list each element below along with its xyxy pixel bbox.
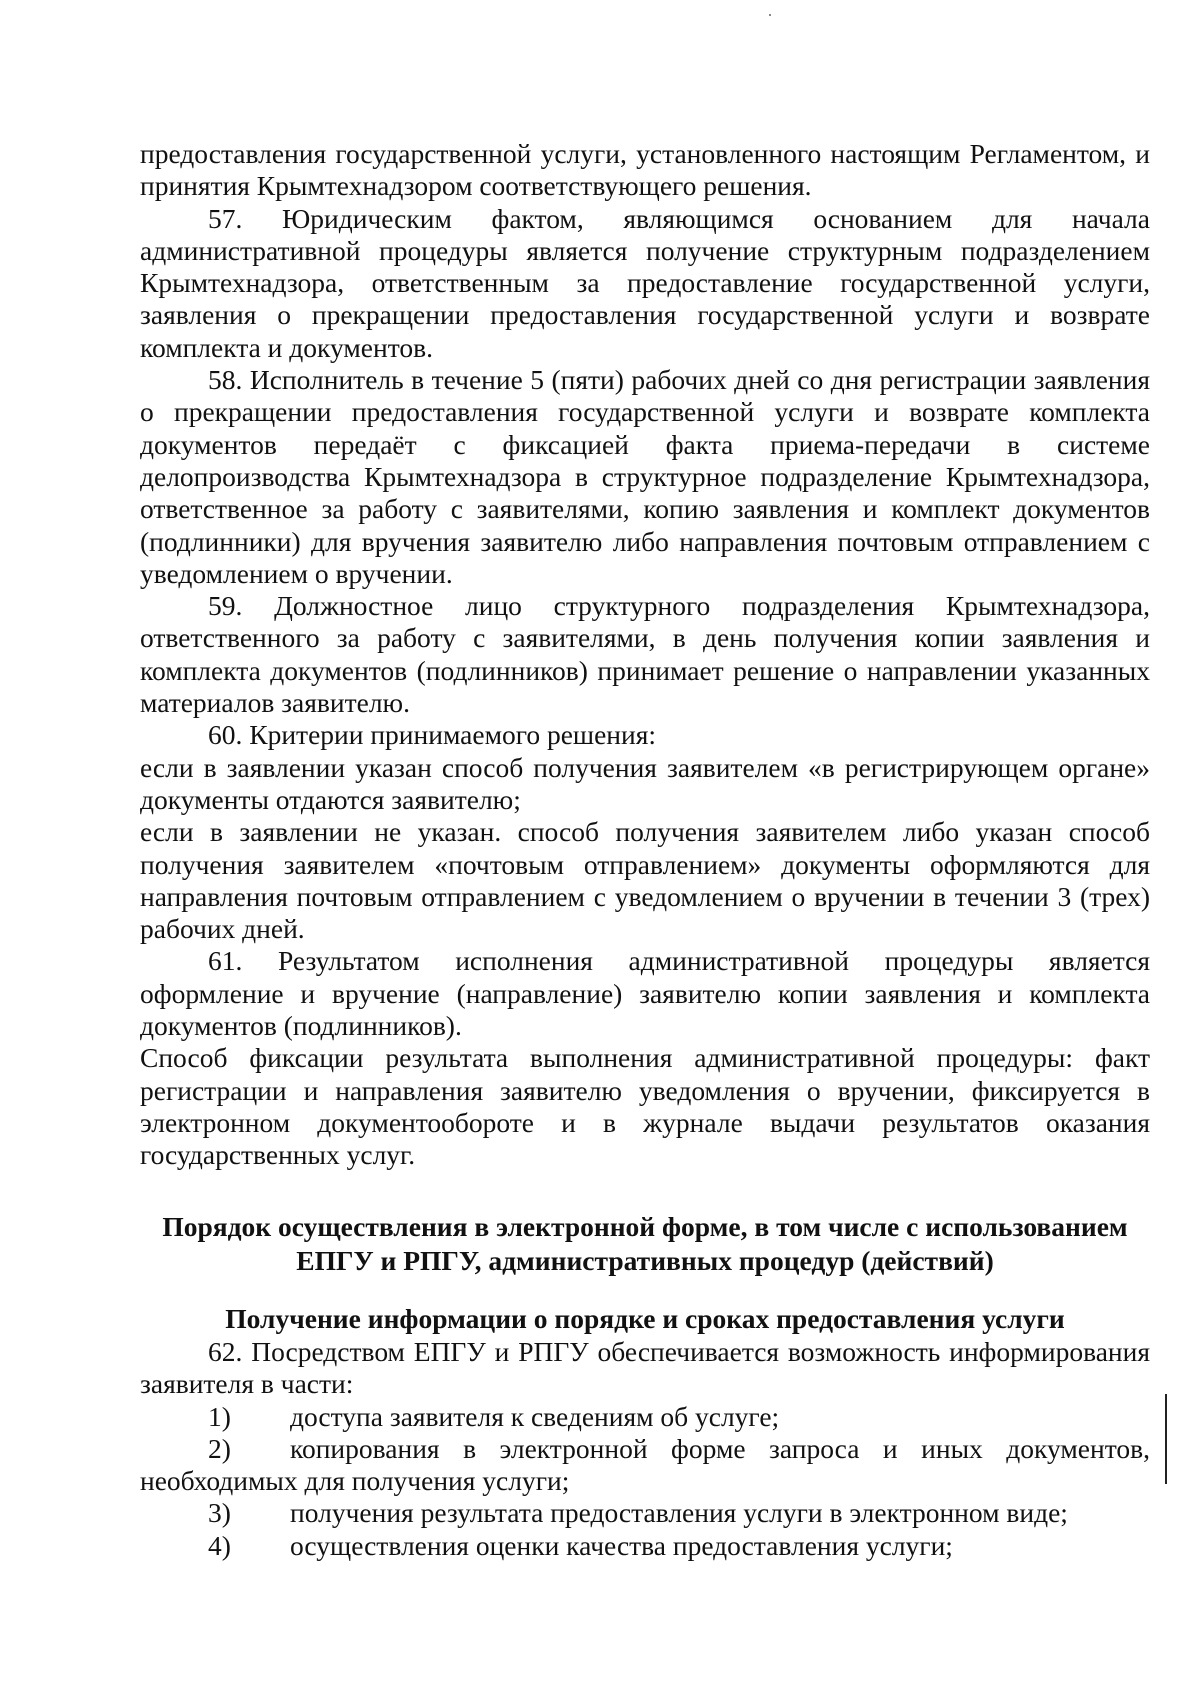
regulation-body <box>140 138 1150 1172</box>
criterion-2: если в заявлении не указан. способ получения заявителем либо указан способ получения заявителем «почтовым отправлением» документы оформляются для направления почтовым отправлением с уведомлением о вручении в течении 3 (трех) рабочих дней. <box>140 816 1150 945</box>
list-item-text: копирования в электронной форме запроса и иных документов, необходимых для получения услуги; <box>140 1432 1150 1497</box>
paragraph-58: 58. Исполнитель в течение 5 (пяти) рабочих дней со дня регистрации заявления о прекращении предоставления государственной услуги и возврате комплекта документов передаёт с фиксацией факта приема-передачи в системе делопроизводства Крымтехнадзора в структурное подразделение Крымтехнадзора, ответственное за работу с заявителями, копию заявления и комплект документов (подлинники) для вручения заявителю либо направления почтовым отправлением с уведомлением о вручении. <box>140 364 1150 589</box>
list-item-text: получения результата предоставления услуги в электронном виде; <box>290 1497 1068 1529</box>
subsection-heading: Получение информации о порядке и сроках предоставления услуги <box>225 1303 1065 1334</box>
list-item <box>140 1530 1150 1562</box>
list-item <box>140 1433 1150 1498</box>
list-item-text: осуществления оценки качества предоставления услуги; <box>290 1529 953 1561</box>
criterion-1: если в заявлении указан способ получения заявителем «в регистрирующем органе» документы отдаются заявителю; <box>140 751 1150 815</box>
list-item <box>140 1401 1150 1433</box>
paragraph-62: 62. Посредством ЕПГУ и РПГУ обеспечивается возможность информирования заявителя в части: <box>140 1336 1150 1400</box>
fixation-method: Способ фиксации результата выполнения административной процедуры: факт регистрации и направления заявителю уведомления о вручении, фиксируется в электронном документообороте и в журнале выдачи результатов оказания государственных услуг. <box>140 1042 1150 1171</box>
list-item-number: 2) <box>208 1432 231 1464</box>
list-item-number: 4) <box>208 1529 231 1561</box>
electronic-services-section <box>140 1336 1150 1562</box>
list-item <box>140 1497 1150 1529</box>
paragraph-61: 61. Результатом исполнения административной процедуры является оформление и вручение (направление) заявителю копии заявления и комплекта документов (подлинников). <box>140 945 1150 1042</box>
paragraph-59: 59. Должностное лицо структурного подразделения Крымтехнадзора, ответственного за работу с заявителями, в день получения копии заявления и комплекта документов (подлинников) принимает решение о направлении указанных материалов заявителю. <box>140 590 1150 719</box>
paragraph-57: 57. Юридическим фактом, являющимся основанием для начала административной процедуры является получение структурным подразделением Крымтехнадзора, ответственным за предоставление государственной услуги, заявления о прекращении предоставления государственной услуги и возврате комплекта и документов. <box>140 202 1150 363</box>
margin-revision-bar <box>1165 1394 1167 1484</box>
list-item-number: 1) <box>208 1400 231 1432</box>
paragraph-60: 60. Критерии принимаемого решения: <box>208 719 657 751</box>
list-item-number: 3) <box>208 1497 231 1529</box>
list-item-text: доступа заявителя к сведениям об услуге; <box>290 1400 780 1432</box>
section-heading: Порядок осуществления в электронной форме, в том числе с использованием ЕПГУ и РПГУ, административных процедур (действий) <box>162 1211 1128 1276</box>
scan-speck <box>769 14 771 16</box>
paragraph-continuation: предоставления государственной услуги, установленного настоящим Регламентом, и принятия Крымтехнадзором соответствующего решения. <box>140 138 1150 202</box>
